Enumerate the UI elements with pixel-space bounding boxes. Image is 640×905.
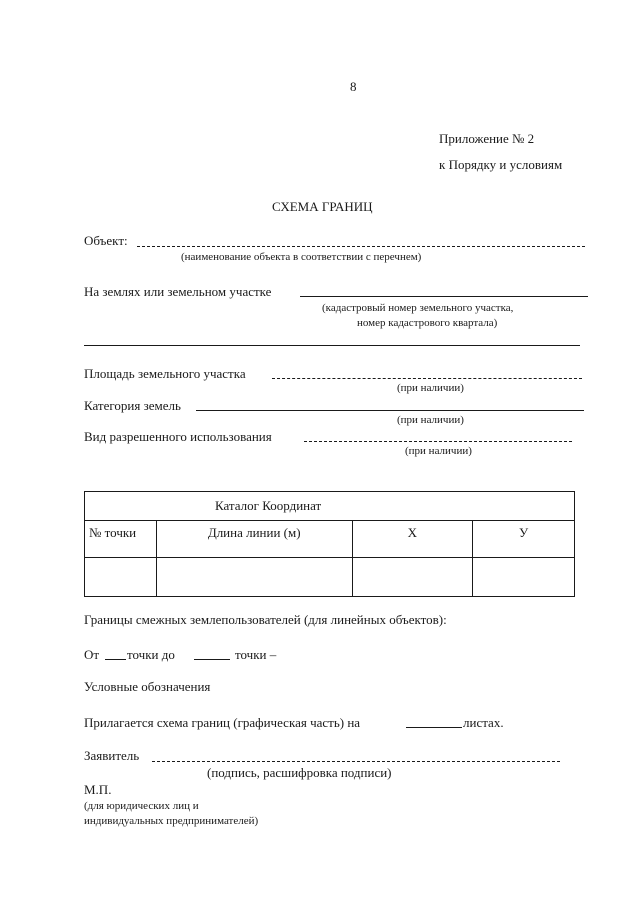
table-cell[interactable]	[352, 558, 473, 597]
adjacent-users-label: Границы смежных землепользователей (для линейных объектов):	[84, 612, 447, 627]
lands-extra-line[interactable]	[84, 345, 580, 346]
lands-hint-line-1: (кадастровый номер земельного участка,	[322, 302, 514, 314]
table-cell[interactable]	[473, 558, 575, 597]
sheets-count-field[interactable]	[406, 727, 462, 728]
object-hint: (наименование объекта в соответствии с перечнем)	[181, 251, 422, 263]
appendix-line-1: Приложение № 2	[439, 131, 535, 146]
from-point-field[interactable]	[105, 659, 126, 660]
category-hint: (при наличии)	[397, 414, 464, 426]
permitted-use-hint: (при наличии)	[405, 445, 472, 457]
object-field-line[interactable]	[137, 246, 585, 247]
area-hint: (при наличии)	[397, 382, 464, 394]
attached-scheme-label: Прилагается схема границ (графическая часть) на	[84, 715, 361, 730]
category-field-line[interactable]	[196, 410, 584, 411]
from-label: От	[84, 647, 100, 662]
coordinates-table-caption: Каталог Координат	[85, 492, 575, 521]
page-number: 8	[350, 79, 357, 94]
area-field-line[interactable]	[272, 378, 582, 379]
legend-label: Условные обозначения	[84, 679, 211, 694]
applicant-signature-line[interactable]	[152, 761, 560, 762]
object-label: Объект:	[84, 233, 128, 248]
sheets-label: листах.	[463, 715, 504, 730]
column-header-line-length: Длина линии (м)	[156, 521, 352, 558]
lands-hint-line-2: номер кадастрового квартала)	[357, 317, 498, 329]
column-header-point: № точки	[85, 521, 157, 558]
table-cell[interactable]	[156, 558, 352, 597]
coordinates-table	[84, 491, 575, 597]
area-label: Площадь земельного участка	[84, 366, 246, 381]
document-title: СХЕМА ГРАНИЦ	[272, 199, 373, 214]
point-to-label: точки до	[127, 647, 175, 662]
category-label: Категория земель	[84, 398, 181, 413]
column-header-x: X	[352, 521, 473, 558]
points-dash-label: точки –	[235, 647, 277, 662]
permitted-use-field-line[interactable]	[304, 441, 572, 442]
lands-field-line[interactable]	[300, 296, 588, 297]
seal-label: М.П.	[84, 782, 112, 797]
table-row	[85, 558, 575, 597]
to-point-field[interactable]	[194, 659, 230, 660]
permitted-use-label: Вид разрешенного использования	[84, 429, 272, 444]
appendix-line-2: к Порядку и условиям	[439, 157, 563, 172]
applicant-hint: (подпись, расшифровка подписи)	[207, 765, 392, 780]
seal-note-line-2: индивидуальных предпринимателей)	[84, 815, 259, 827]
lands-label: На землях или земельном участке	[84, 284, 272, 299]
seal-note-line-1: (для юридических лиц и	[84, 800, 199, 812]
table-cell[interactable]	[85, 558, 157, 597]
applicant-label: Заявитель	[84, 748, 140, 763]
column-header-y: У	[473, 521, 575, 558]
